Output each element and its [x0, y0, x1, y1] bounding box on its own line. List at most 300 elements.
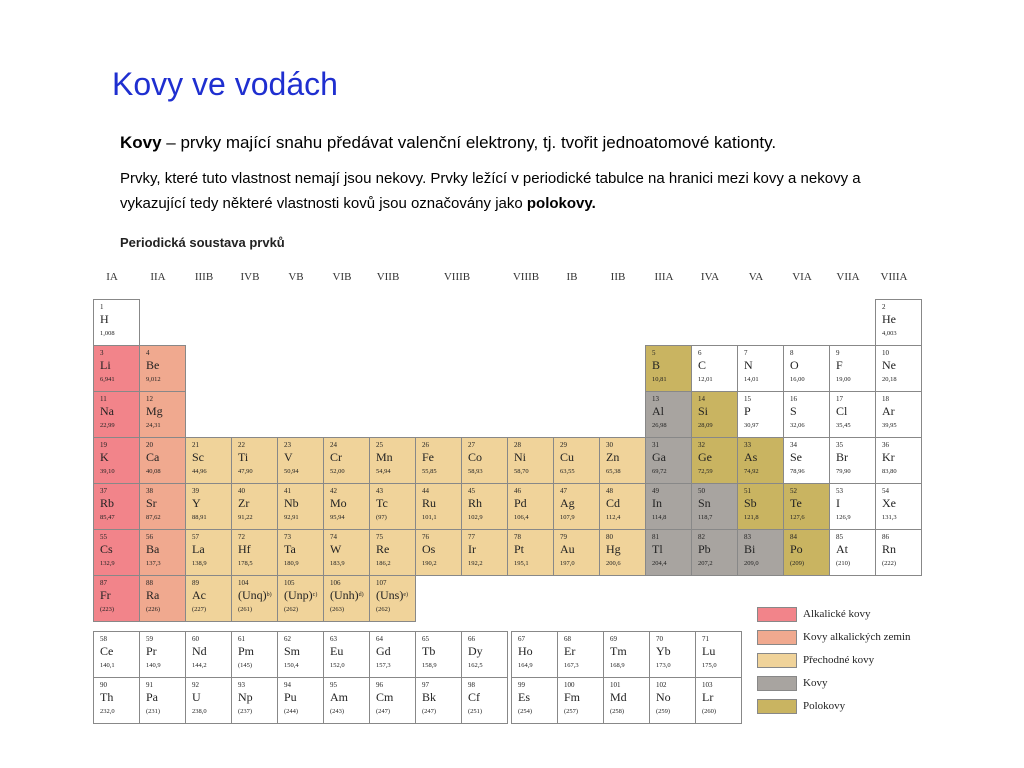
element-symbol: Cf — [468, 690, 480, 704]
atomic-mass: (243) — [330, 708, 345, 715]
element-symbol: Ga — [652, 450, 666, 464]
element-cell-c — [691, 345, 738, 392]
atomic-number: 83 — [744, 533, 751, 541]
atomic-mass: 232,0 — [100, 708, 115, 715]
element-cell-tl — [645, 529, 692, 576]
atomic-number: 77 — [468, 533, 475, 541]
atomic-mass: 158,9 — [422, 662, 437, 669]
element-symbol: Ne — [882, 358, 896, 372]
element-symbol: Bk — [422, 690, 437, 704]
element-cell-f — [829, 345, 876, 392]
element-symbol: Sr — [146, 496, 157, 510]
element-cell-ar — [875, 391, 922, 438]
atomic-mass: 44,96 — [192, 468, 207, 475]
periodic-table-heading: Periodická soustava prvků — [120, 235, 285, 250]
atomic-mass: 178,5 — [238, 560, 253, 567]
atomic-number: 11 — [100, 395, 107, 403]
element-symbol: As — [744, 450, 758, 464]
atomic-mass: 190,2 — [422, 560, 437, 567]
group-label: IB — [566, 271, 578, 283]
atomic-number: 36 — [882, 441, 889, 449]
legend-swatch-alkaline — [757, 630, 797, 645]
atomic-mass: 144,2 — [192, 662, 207, 669]
element-symbol: Os — [422, 542, 436, 556]
element-cell-pr — [139, 631, 186, 678]
atomic-mass: (226) — [146, 606, 161, 613]
atomic-mass: (210) — [836, 560, 851, 567]
element-symbol: I — [836, 496, 840, 510]
atomic-mass: 16,00 — [790, 376, 805, 383]
atomic-number: 101 — [610, 681, 621, 689]
legend-label-metalloid: Polokovy — [803, 700, 846, 712]
element-symbol: Po — [790, 542, 803, 556]
element-cell-s — [783, 391, 830, 438]
element-cell-sr — [139, 483, 186, 530]
element-symbol: Pa — [146, 690, 158, 704]
atomic-number: 70 — [656, 635, 663, 643]
element-symbol: Ta — [284, 542, 296, 556]
group-label: IIIA — [654, 271, 674, 283]
atomic-number: 6 — [698, 349, 702, 357]
element-symbol: Fr — [100, 588, 111, 602]
atomic-number: 3 — [100, 349, 104, 357]
atomic-number: 19 — [100, 441, 107, 449]
atomic-mass: 152,0 — [330, 662, 345, 669]
element-symbol: Ar — [882, 404, 895, 418]
atomic-mass: 140,1 — [100, 662, 115, 669]
atomic-mass: (227) — [192, 606, 207, 613]
element-cell-unq — [231, 575, 278, 622]
element-cell-zr — [231, 483, 278, 530]
atomic-number: 72 — [238, 533, 245, 541]
element-cell-li — [93, 345, 140, 392]
element-symbol: Na — [100, 404, 114, 418]
atomic-number: 94 — [284, 681, 291, 689]
atomic-mass: (263) — [330, 606, 345, 613]
element-cell-cs — [93, 529, 140, 576]
element-symbol: Cm — [376, 690, 394, 704]
atomic-mass: 58,70 — [514, 468, 529, 475]
atomic-number: 22 — [238, 441, 245, 449]
atomic-number: 37 — [100, 487, 107, 495]
element-symbol: Tb — [422, 644, 436, 658]
element-cell-pu — [277, 677, 324, 724]
element-cell-si — [691, 391, 738, 438]
element-cell-tm — [603, 631, 650, 678]
slide-title: Kovy ve vodách — [112, 66, 338, 102]
element-cell-nd — [185, 631, 232, 678]
atomic-mass: (254) — [518, 708, 533, 715]
atomic-number: 2 — [882, 303, 886, 311]
atomic-mass: (231) — [146, 708, 161, 715]
element-symbol: B — [652, 358, 661, 372]
atomic-mass: 47,90 — [238, 468, 253, 475]
atomic-number: 14 — [698, 395, 705, 403]
footnote-marker: b) — [266, 592, 272, 598]
element-cell-es — [511, 677, 558, 724]
element-symbol: Ca — [146, 450, 160, 464]
group-label: IIA — [150, 271, 166, 283]
atomic-mass: 72,59 — [698, 468, 713, 475]
element-symbol: Sm — [284, 644, 301, 658]
element-symbol: Cd — [606, 496, 621, 510]
atomic-mass: 28,09 — [698, 422, 713, 429]
element-symbol: He — [882, 312, 896, 326]
atomic-number: 92 — [192, 681, 199, 689]
element-symbol: Pm — [238, 644, 255, 658]
element-symbol: Bi — [744, 542, 756, 556]
atomic-number: 98 — [468, 681, 475, 689]
atomic-number: 12 — [146, 395, 153, 403]
atomic-mass: (222) — [882, 560, 897, 567]
element-cell-ne — [875, 345, 922, 392]
element-symbol: Ba — [146, 542, 160, 556]
group-label: VIIA — [836, 271, 860, 283]
element-cell-rh — [461, 483, 508, 530]
atomic-number: 49 — [652, 487, 659, 495]
atomic-mass: 200,6 — [606, 560, 621, 567]
element-cell-co — [461, 437, 508, 484]
legend-swatch-metalloid — [757, 699, 797, 714]
atomic-mass: 39,95 — [882, 422, 897, 429]
element-symbol: P — [744, 404, 751, 418]
element-symbol: Sb — [744, 496, 757, 510]
atomic-mass: 69,72 — [652, 468, 667, 475]
element-cell-th — [93, 677, 140, 724]
element-symbol: Eu — [330, 644, 344, 658]
atomic-number: 57 — [192, 533, 199, 541]
atomic-number: 107 — [376, 579, 387, 587]
description-text: Prvky, které tuto vlastnost nemají jsou nekovy. Prvky ležící v periodické tabulce na hranici mezi kovy a nekovy a vykazující tedy některé vlastnosti kovů jsou označovány jako — [120, 170, 861, 212]
element-symbol: Ge — [698, 450, 712, 464]
element-cell-uns — [369, 575, 416, 622]
atomic-number: 16 — [790, 395, 797, 403]
atomic-mass: 192,2 — [468, 560, 483, 567]
atomic-mass: 26,98 — [652, 422, 667, 429]
atomic-mass: 78,96 — [790, 468, 805, 475]
element-cell-p — [737, 391, 784, 438]
atomic-number: 5 — [652, 349, 656, 357]
element-symbol: Mn — [376, 450, 393, 464]
element-symbol: Lr — [702, 690, 714, 704]
atomic-mass: 88,91 — [192, 514, 207, 521]
element-cell-k — [93, 437, 140, 484]
element-symbol: C — [698, 358, 707, 372]
atomic-number: 84 — [790, 533, 797, 541]
element-cell-pd — [507, 483, 554, 530]
atomic-mass: 6,941 — [100, 376, 115, 383]
element-cell-cu — [553, 437, 600, 484]
element-symbol: Pd — [514, 496, 527, 510]
atomic-number: 85 — [836, 533, 843, 541]
atomic-number: 29 — [560, 441, 567, 449]
atomic-number: 38 — [146, 487, 153, 495]
element-cell-zn — [599, 437, 646, 484]
element-cell-ru — [415, 483, 462, 530]
intro-line — [120, 133, 776, 153]
element-cell-er — [557, 631, 604, 678]
atomic-mass: 58,93 — [468, 468, 483, 475]
element-cell-cf — [461, 677, 508, 724]
group-label: VIIIB — [512, 271, 540, 283]
atomic-number: 73 — [284, 533, 291, 541]
element-cell-lu — [695, 631, 742, 678]
element-cell-as — [737, 437, 784, 484]
atomic-number: 90 — [100, 681, 107, 689]
element-symbol: Si — [698, 404, 709, 418]
element-symbol: Pr — [146, 644, 157, 658]
atomic-number: 71 — [702, 635, 709, 643]
atomic-mass: 209,0 — [744, 560, 759, 567]
atomic-number: 80 — [606, 533, 613, 541]
element-cell-cr — [323, 437, 370, 484]
atomic-number: 106 — [330, 579, 341, 587]
element-symbol: (Uns)$^{e)}$ — [376, 588, 408, 602]
atomic-number: 96 — [376, 681, 383, 689]
element-cell-hg — [599, 529, 646, 576]
atomic-number: 54 — [882, 487, 889, 495]
atomic-number: 78 — [514, 533, 521, 541]
element-cell-re — [369, 529, 416, 576]
element-symbol: Rh — [468, 496, 483, 510]
element-symbol: Se — [790, 450, 802, 464]
element-symbol: Tl — [652, 542, 663, 556]
atomic-number: 17 — [836, 395, 843, 403]
atomic-number: 15 — [744, 395, 751, 403]
element-cell-mo — [323, 483, 370, 530]
atomic-mass: 20,18 — [882, 376, 897, 383]
element-cell-gd — [369, 631, 416, 678]
atomic-mass: (209) — [790, 560, 805, 567]
element-cell-pt — [507, 529, 554, 576]
element-cell-np — [231, 677, 278, 724]
element-cell-h — [93, 299, 140, 346]
atomic-mass: 127,6 — [790, 514, 805, 521]
element-cell-n — [737, 345, 784, 392]
element-cell-ga — [645, 437, 692, 484]
atomic-number: 39 — [192, 487, 199, 495]
element-symbol: Y — [192, 496, 201, 510]
element-symbol: O — [790, 358, 799, 372]
group-label: VB — [288, 271, 304, 283]
legend-swatch-alkali — [757, 607, 797, 622]
element-symbol: No — [656, 690, 671, 704]
atomic-mass: (145) — [238, 662, 253, 669]
element-symbol: H — [100, 312, 109, 326]
element-symbol: Al — [652, 404, 664, 418]
atomic-number: 99 — [518, 681, 525, 689]
atomic-mass: 91,22 — [238, 514, 253, 521]
element-cell-na — [93, 391, 140, 438]
group-label: IIB — [610, 271, 626, 283]
atomic-number: 86 — [882, 533, 889, 541]
element-symbol: Pb — [698, 542, 711, 556]
element-cell-rb — [93, 483, 140, 530]
element-symbol: Ho — [518, 644, 533, 658]
element-cell-tc — [369, 483, 416, 530]
element-cell-cl — [829, 391, 876, 438]
atomic-mass: 238,0 — [192, 708, 207, 715]
element-symbol: Mg — [146, 404, 163, 418]
element-cell-ba — [139, 529, 186, 576]
element-symbol: Tm — [610, 644, 627, 658]
atomic-mass: 95,94 — [330, 514, 345, 521]
atomic-mass: 183,9 — [330, 560, 345, 567]
atomic-number: 59 — [146, 635, 153, 643]
atomic-mass: (97) — [376, 514, 387, 521]
atomic-mass: 195,1 — [514, 560, 529, 567]
atomic-mass: 112,4 — [606, 514, 621, 521]
atomic-number: 68 — [564, 635, 571, 643]
element-cell-he — [875, 299, 922, 346]
element-cell-ta — [277, 529, 324, 576]
element-cell-be — [139, 345, 186, 392]
atomic-mass: 106,4 — [514, 514, 529, 521]
element-cell-os — [415, 529, 462, 576]
element-symbol: Hf — [238, 542, 251, 556]
atomic-mass: 50,94 — [284, 468, 299, 475]
atomic-number: 88 — [146, 579, 153, 587]
atomic-mass: 131,3 — [882, 514, 897, 521]
element-cell-ge — [691, 437, 738, 484]
element-symbol: Md — [610, 690, 627, 704]
element-cell-o — [783, 345, 830, 392]
atomic-mass: 164,9 — [518, 662, 533, 669]
group-label: IVB — [240, 271, 260, 283]
atomic-mass: (258) — [610, 708, 625, 715]
atomic-number: 93 — [238, 681, 245, 689]
atomic-mass: 54,94 — [376, 468, 391, 475]
element-cell-nb — [277, 483, 324, 530]
atomic-number: 33 — [744, 441, 751, 449]
element-cell-fm — [557, 677, 604, 724]
atomic-number: 46 — [514, 487, 521, 495]
element-symbol: (Unq)$^{b)}$ — [238, 588, 272, 602]
element-cell-se — [783, 437, 830, 484]
atomic-mass: (223) — [100, 606, 115, 613]
element-cell-sc — [185, 437, 232, 484]
element-cell-i — [829, 483, 876, 530]
atomic-number: 28 — [514, 441, 521, 449]
atomic-number: 76 — [422, 533, 429, 541]
atomic-number: 52 — [790, 487, 797, 495]
element-symbol: Xe — [882, 496, 896, 510]
element-symbol: Fm — [564, 690, 581, 704]
atomic-number: 89 — [192, 579, 199, 587]
atomic-number: 69 — [610, 635, 617, 643]
element-symbol: Br — [836, 450, 848, 464]
atomic-mass: 175,0 — [702, 662, 717, 669]
element-symbol: Er — [564, 644, 576, 658]
element-symbol: Ni — [514, 450, 526, 464]
element-cell-ra — [139, 575, 186, 622]
atomic-number: 26 — [422, 441, 429, 449]
footnote-marker: d) — [358, 592, 364, 598]
element-cell-sb — [737, 483, 784, 530]
atomic-number: 45 — [468, 487, 475, 495]
element-cell-at — [829, 529, 876, 576]
element-cell-xe — [875, 483, 922, 530]
atomic-mass: 107,9 — [560, 514, 575, 521]
atomic-mass: 121,8 — [744, 514, 759, 521]
legend-swatch-transition — [757, 653, 797, 668]
atomic-number: 102 — [656, 681, 667, 689]
atomic-mass: 87,62 — [146, 514, 161, 521]
element-cell-bk — [415, 677, 462, 724]
element-cell-unh — [323, 575, 370, 622]
atomic-mass: 4,003 — [882, 330, 897, 337]
element-symbol: Gd — [376, 644, 391, 658]
atomic-number: 53 — [836, 487, 843, 495]
atomic-mass: 150,4 — [284, 662, 299, 669]
atomic-number: 63 — [330, 635, 337, 643]
element-symbol: Ag — [560, 496, 575, 510]
group-label: IVA — [700, 271, 720, 283]
element-symbol: Cs — [100, 542, 113, 556]
element-symbol: Ti — [238, 450, 249, 464]
atomic-mass: 101,1 — [422, 514, 437, 521]
atomic-mass: 132,9 — [100, 560, 115, 567]
atomic-number: 30 — [606, 441, 613, 449]
atomic-number: 74 — [330, 533, 337, 541]
atomic-number: 4 — [146, 349, 150, 357]
element-symbol: Hg — [606, 542, 621, 556]
group-label: VIA — [792, 271, 812, 283]
element-symbol: Rb — [100, 496, 115, 510]
atomic-number: 58 — [100, 635, 107, 643]
atomic-number: 81 — [652, 533, 659, 541]
atomic-number: 25 — [376, 441, 383, 449]
group-label: VIIIB — [443, 271, 471, 283]
atomic-mass: 79,90 — [836, 468, 851, 475]
atomic-number: 27 — [468, 441, 475, 449]
atomic-mass: 14,01 — [744, 376, 759, 383]
element-symbol: (Unp)$^{c)}$ — [284, 588, 318, 602]
element-cell-bi — [737, 529, 784, 576]
element-cell-mg — [139, 391, 186, 438]
atomic-mass: 9,012 — [146, 376, 161, 383]
element-symbol: Au — [560, 542, 575, 556]
element-cell-cd — [599, 483, 646, 530]
element-cell-al — [645, 391, 692, 438]
atomic-mass: 30,97 — [744, 422, 759, 429]
atomic-number: 103 — [702, 681, 713, 689]
atomic-mass: 83,80 — [882, 468, 897, 475]
atomic-number: 21 — [192, 441, 199, 449]
element-cell-la — [185, 529, 232, 576]
element-cell-y — [185, 483, 232, 530]
atomic-mass: 137,3 — [146, 560, 161, 567]
element-symbol: Cl — [836, 404, 848, 418]
element-symbol: Pt — [514, 542, 525, 556]
element-cell-in — [645, 483, 692, 530]
element-symbol: Am — [330, 690, 348, 704]
atomic-mass: 162,5 — [468, 662, 483, 669]
intro-term: Kovy — [120, 133, 162, 152]
group-label: IA — [106, 271, 118, 283]
element-cell-te — [783, 483, 830, 530]
footnote-marker: e) — [403, 592, 408, 598]
atomic-mass: 92,91 — [284, 514, 299, 521]
atomic-mass: (247) — [376, 708, 391, 715]
atomic-mass: 63,55 — [560, 468, 575, 475]
element-cell-v — [277, 437, 324, 484]
element-symbol: Cr — [330, 450, 342, 464]
atomic-number: 13 — [652, 395, 659, 403]
element-symbol: Dy — [468, 644, 483, 658]
element-cell-unp — [277, 575, 324, 622]
atomic-mass: 40,08 — [146, 468, 161, 475]
